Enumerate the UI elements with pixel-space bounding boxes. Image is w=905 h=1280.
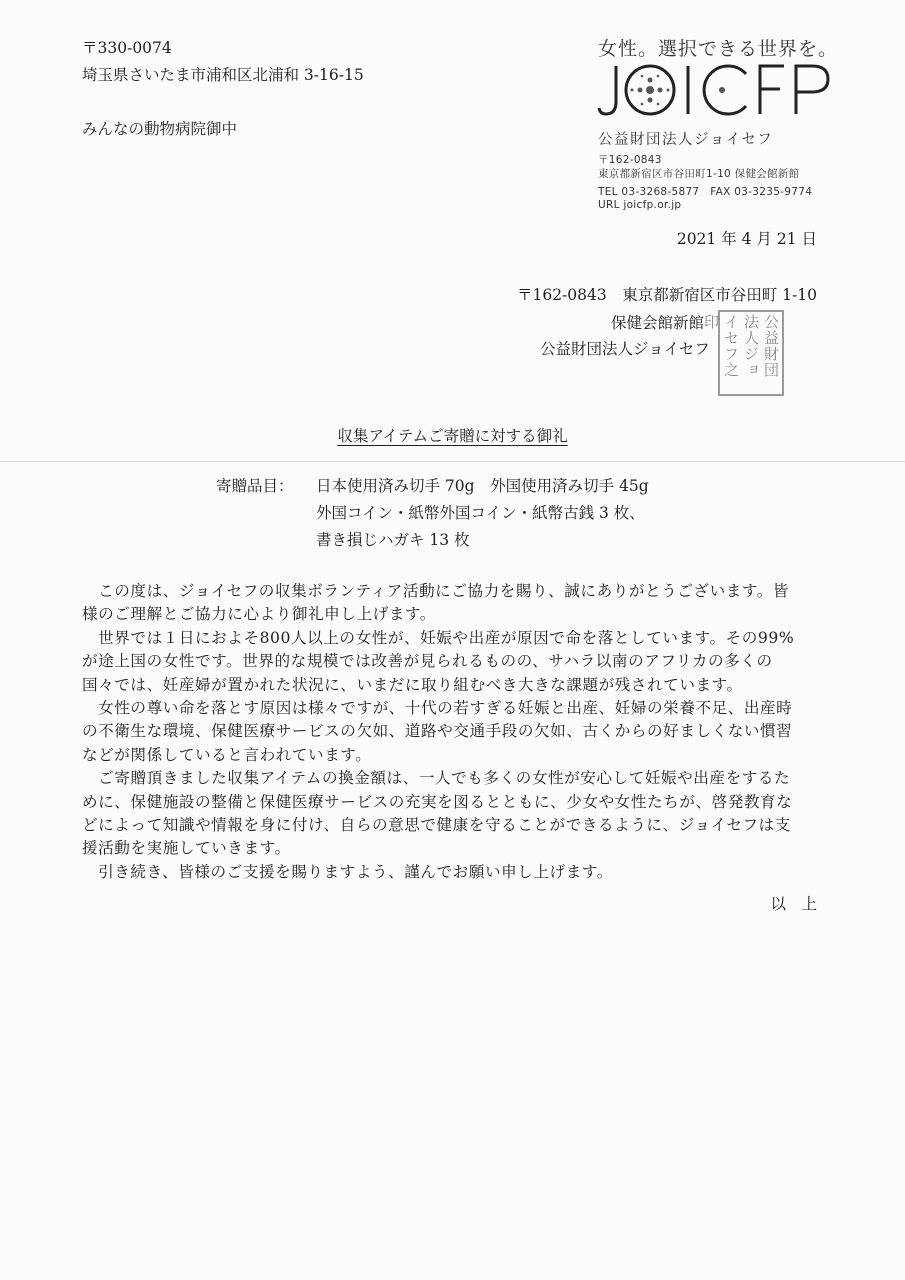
body-line: 世界では１日におよそ800人以上の女性が、妊娠や出産が原因で命を落としています。その99% — [82, 628, 795, 647]
letterhead-org-name: 公益財団法人ジョイセフ — [598, 132, 774, 148]
items-label: 寄贈品目： — [216, 477, 294, 495]
recipient-postal: 〒330-0074 — [82, 39, 172, 57]
document-title-text: 収集アイテムご寄贈に対する御礼 — [337, 427, 568, 445]
body-line: どによって知識や情報を身に付け、自らの意思で健康を守ることができるように、ジョイセフは支 — [82, 816, 791, 834]
official-seal-stamp: 公益財団法人ジョイセフ之印 — [718, 310, 784, 396]
document-title — [0, 424, 905, 446]
sender-org-name: 公益財団法人ジョイセフ — [540, 340, 710, 358]
joicfp-logo — [598, 62, 838, 118]
letterhead-tel-fax: TEL 03-3268-5877 FAX 03-3235-9774 — [598, 186, 813, 198]
recipient-name: みんなの動物病院御中 — [82, 120, 238, 138]
body-line: が途上国の女性です。世界的な規模では改善が見られるものの、サハラ以南のアフリカの多くの — [82, 652, 773, 671]
body-line: めに、保健施設の整備と保健医療サービスの充実を図るとともに、少女や女性たちが、啓発教育な — [82, 792, 793, 811]
letterhead-tagline: 女性。選択できる世界を。 — [598, 38, 839, 60]
sender-address-line1: 〒162-0843 東京都新宿区市谷田町 1-10 — [516, 286, 817, 304]
body-line: 援活動を実施していきます。 — [82, 839, 291, 858]
sender-address-line2: 保健会館新館 — [611, 314, 705, 332]
closing-text: 以 上 — [770, 895, 817, 913]
letter-date: 2021 年 4 月 21 日 — [676, 230, 817, 248]
items-line: 日本使用済み切手 70g 外国使用済み切手 45g — [316, 477, 649, 495]
body-line: 引き続き、皆様のご支援を賜りますよう、謹んでお願い申し上げます。 — [82, 862, 613, 881]
body-line: ご寄贈頂きました収集アイテムの換金額は、一人でも多くの女性が安心して妊娠や出産をするた — [82, 769, 791, 788]
body-line: 女性の尊い命を落とす原因は様々ですが、十代の若すぎる妊娠と出産、妊婦の栄養不足、出産時 — [82, 699, 793, 717]
body-line: の不衛生な環境、保健医療サービスの欠如、道路や交通手段の欠如、古くからの好ましくない慣習 — [82, 722, 793, 741]
letterhead-url[interactable]: URL joicfp.or.jp — [598, 199, 682, 211]
items-line: 外国コイン・紙幣外国コイン・紙幣古銭 3 枚、 — [316, 504, 645, 522]
scan-fold-line — [0, 461, 905, 462]
recipient-address: 埼玉県さいたま市浦和区北浦和 3-16-15 — [82, 66, 364, 84]
body-line: などが関係していると言われています。 — [82, 745, 372, 764]
body-line: 国々では、妊産婦が置かれた状況に、いまだに取り組むべき大きな課題が残されています。 — [82, 675, 743, 694]
items-line: 書き損じハガキ 13 枚 — [316, 531, 470, 549]
letterhead-postal: 〒162-0843 — [598, 154, 662, 166]
body-line: この度は、ジョイセフの収集ボランティア活動にご協力を賜り、誠にありがとうございます。皆 — [82, 582, 790, 600]
body-line: 様のご理解とご協力に心より御礼申し上げます。 — [82, 605, 436, 624]
letterhead-address: 東京都新宿区市谷田町1-10 保健会館新館 — [598, 168, 800, 180]
